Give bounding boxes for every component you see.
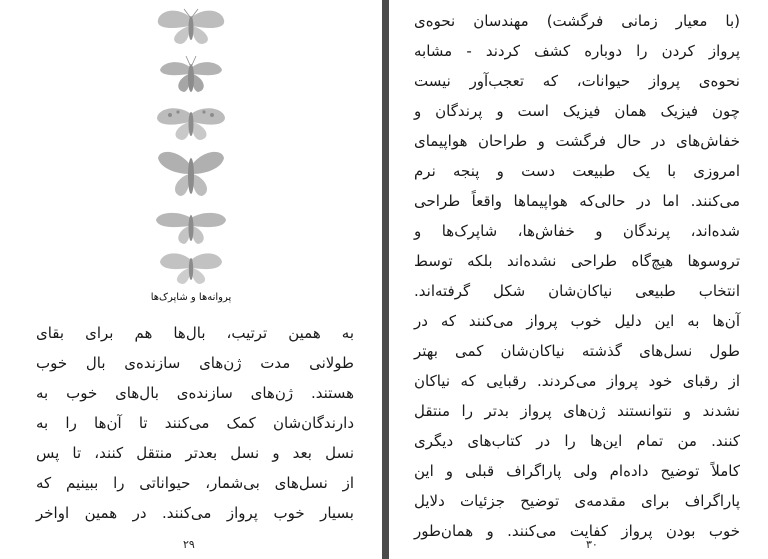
text-line: پرواز کردن را دوباره کشف کردند - مشابه — [414, 42, 740, 60]
text-line: پاراگراف برای مقدمه‌ی توضیح جزئیات دلایل — [414, 492, 740, 510]
text-line: خفاش‌های در حال فرگشت و طراحان هواپیمای — [414, 132, 740, 150]
moth-illustration — [156, 206, 226, 248]
text-line: بسیار خوب پرواز می‌کنند. در همین اواخر — [36, 504, 354, 522]
text-line: طول نسل‌های گذشته نیاکان‌شان کمی بهتر — [414, 342, 740, 360]
text-line: هستند. ژن‌های سازنده‌ی بال‌های خوب به — [36, 384, 354, 402]
text-line: کنند. من تمام این‌ها را در کتاب‌های دیگری — [414, 432, 740, 450]
text-line: شده‌اند، پرندگان و خفاش‌ها، شاپرک‌ها و — [414, 222, 740, 240]
text-line: امروزی با یک طبیعت دست و پنجه نرم — [414, 162, 740, 180]
page-number: ۳۰ — [586, 538, 598, 551]
text-line: نسل بعد و نسل بعدتر منتقل کنند، تا پس — [36, 444, 354, 462]
moth-illustration — [156, 248, 226, 290]
figure-caption: پروانه‌ها و شاپرک‌ها — [150, 292, 232, 303]
moth-illustration — [156, 54, 226, 96]
text-line: طولانی مدت ژن‌های سازنده‌ی بال خوب — [36, 354, 354, 372]
left-body-text — [36, 318, 354, 528]
text-line: تروسوها هیچ‌گاه طراحی نشده‌اند بلکه توسط — [414, 252, 740, 270]
text-line: خوب بودن پرواز کفایت می‌کنند. و همان‌طور — [414, 522, 740, 540]
text-line: نحوه‌ی پرواز حیوانات، که تعجب‌آور نیست — [414, 72, 740, 90]
page-number: ۲۹ — [183, 538, 195, 551]
moth-illustration-column — [156, 8, 226, 278]
text-line: نشدند و نتوانستند ژن‌های پرواز بدتر را منتقل — [414, 402, 740, 420]
text-line: می‌کنند. اما در حالی‌که هواپیماها واقعاً طراحی — [414, 192, 740, 210]
moth-illustration — [156, 102, 226, 144]
text-line: آن‌ها به این دلیل خوب پرواز می‌کنند که در — [414, 312, 740, 330]
text-line: انتخاب طبیعی نیاکان‌شان شکل گرفته‌اند. — [414, 282, 740, 300]
text-line: از نسل‌های بی‌شمار، حیواناتی را ببینیم که — [36, 474, 354, 492]
text-line: به همین ترتیب، بال‌ها هم برای بقای — [36, 324, 354, 342]
text-line: کاملاً توضیح داده‌ام ولی پاراگراف قبلی و این — [414, 462, 740, 480]
text-line: از رقبای خود پرواز می‌کردند. رقبایی که نیاکان — [414, 372, 740, 390]
text-line: (با معیار زمانی فرگشت) مهندسان نحوه‌ی — [414, 12, 740, 30]
text-line: چون فیزیک همان فیزیک است و پرندگان و — [414, 102, 740, 120]
text-line: دارندگان‌شان کمک می‌کنند تا آن‌ها را به — [36, 414, 354, 432]
right-body-text — [414, 6, 740, 546]
book-spine — [382, 0, 389, 559]
moth-illustration — [156, 148, 226, 200]
moth-illustration — [156, 8, 226, 50]
left-page — [0, 0, 382, 559]
